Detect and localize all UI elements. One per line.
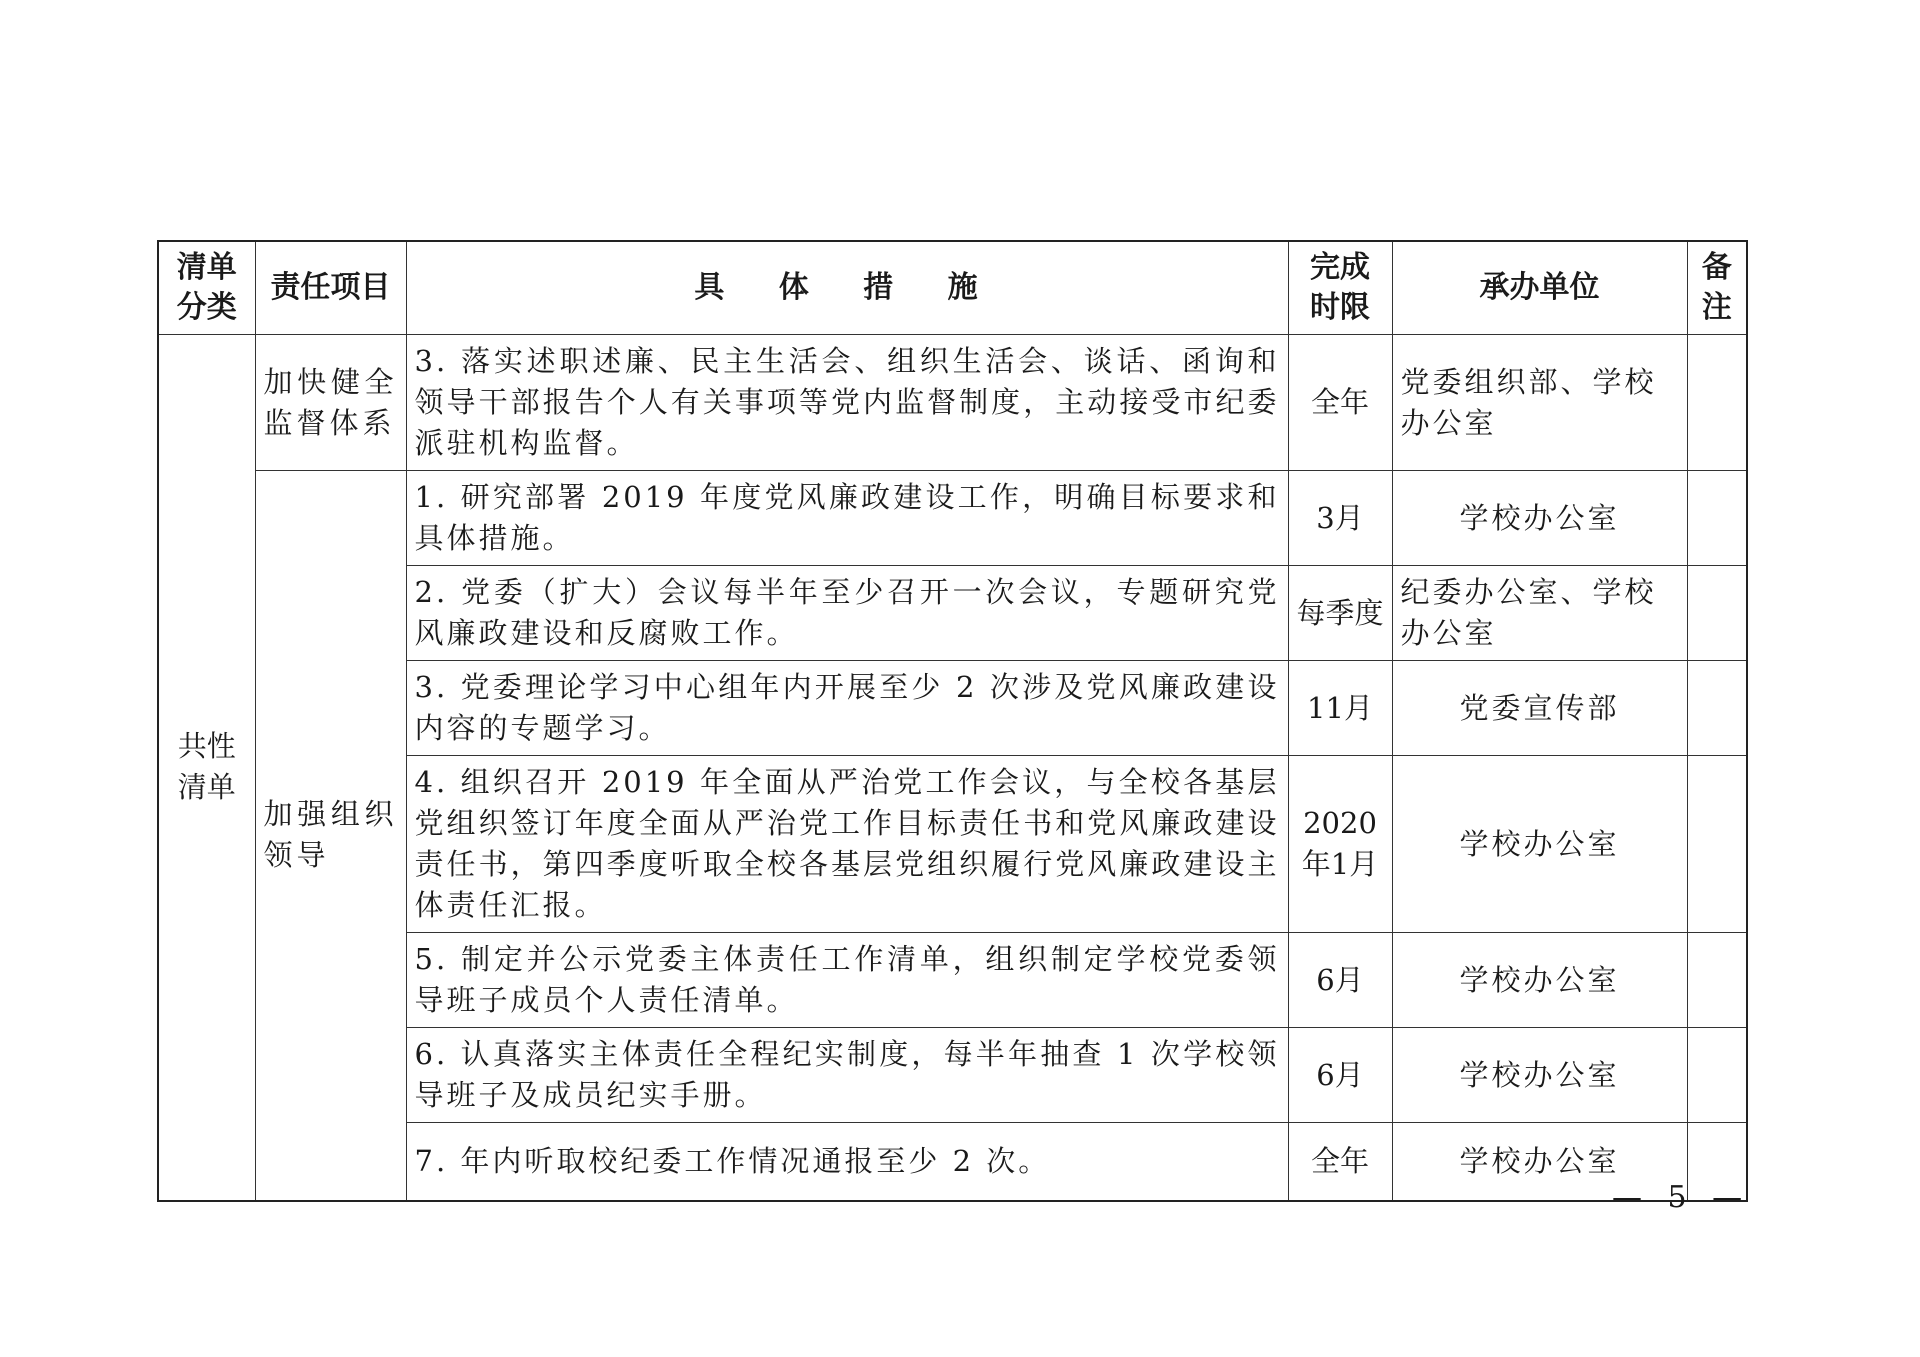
unit-cell: 学校办公室 xyxy=(1392,471,1687,566)
deadline-cell: 全年 xyxy=(1288,335,1392,471)
header-row xyxy=(158,241,1747,335)
measure-cell: 2. 党委（扩大）会议每半年至少召开一次会议，专题研究党风廉政建设和反腐败工作。 xyxy=(406,566,1288,661)
deadline-cell: 6月 xyxy=(1288,933,1392,1028)
measure-cell: 4. 组织召开 2019 年全面从严治党工作会议，与全校各基层党组织签订年度全面从严治党工作目标责任书和党风廉政建设责任书，第四季度听取全校各基层党组织履行党风廉政建设主体责任汇报。 xyxy=(406,756,1288,933)
item-cell: 加快健全监督体系 xyxy=(255,335,406,471)
category-cell: 共性清单 xyxy=(158,335,255,1201)
deadline-cell: 2020年1月 xyxy=(1288,756,1392,933)
remark-cell xyxy=(1687,756,1747,933)
deadline-cell: 6月 xyxy=(1288,1028,1392,1123)
header-item: 责任项目 xyxy=(255,241,406,335)
remark-cell xyxy=(1687,471,1747,566)
deadline-cell: 每季度 xyxy=(1288,566,1392,661)
header-category: 清单分类 xyxy=(158,241,255,335)
measure-cell: 3. 党委理论学习中心组年内开展至少 2 次涉及党风廉政建设内容的专题学习。 xyxy=(406,661,1288,756)
measure-cell: 5. 制定并公示党委主体责任工作清单，组织制定学校党委领导班子成员个人责任清单。 xyxy=(406,933,1288,1028)
deadline-cell: 3月 xyxy=(1288,471,1392,566)
header-deadline: 完成时限 xyxy=(1288,241,1392,335)
unit-cell: 学校办公室 xyxy=(1392,1123,1687,1201)
unit-cell: 纪委办公室、学校办公室 xyxy=(1392,566,1687,661)
measure-cell: 7. 年内听取校纪委工作情况通报至少 2 次。 xyxy=(406,1123,1288,1201)
page-number: — 5 — xyxy=(1612,1180,1751,1215)
responsibility-table xyxy=(157,240,1748,1202)
measure-cell: 3. 落实述职述廉、民主生活会、组织生活会、谈话、函询和领导干部报告个人有关事项等党内监督制度，主动接受市纪委派驻机构监督。 xyxy=(406,335,1288,471)
measure-cell: 6. 认真落实主体责任全程纪实制度，每半年抽查 1 次学校领导班子及成员纪实手册。 xyxy=(406,1028,1288,1123)
deadline-cell: 11月 xyxy=(1288,661,1392,756)
header-unit: 承办单位 xyxy=(1392,241,1687,335)
remark-cell xyxy=(1687,566,1747,661)
unit-cell: 学校办公室 xyxy=(1392,933,1687,1028)
header-measure: 具 体 措 施 xyxy=(406,241,1288,335)
remark-cell xyxy=(1687,1028,1747,1123)
table-row xyxy=(158,471,1747,566)
header-remark: 备注 xyxy=(1687,241,1747,335)
remark-cell xyxy=(1687,335,1747,471)
item-cell: 加强组织领导 xyxy=(255,471,406,1201)
unit-cell: 党委组织部、学校办公室 xyxy=(1392,335,1687,471)
remark-cell xyxy=(1687,933,1747,1028)
unit-cell: 学校办公室 xyxy=(1392,756,1687,933)
deadline-cell: 全年 xyxy=(1288,1123,1392,1201)
table-row xyxy=(158,335,1747,471)
remark-cell xyxy=(1687,661,1747,756)
unit-cell: 党委宣传部 xyxy=(1392,661,1687,756)
measure-cell: 1. 研究部署 2019 年度党风廉政建设工作，明确目标要求和具体措施。 xyxy=(406,471,1288,566)
unit-cell: 学校办公室 xyxy=(1392,1028,1687,1123)
